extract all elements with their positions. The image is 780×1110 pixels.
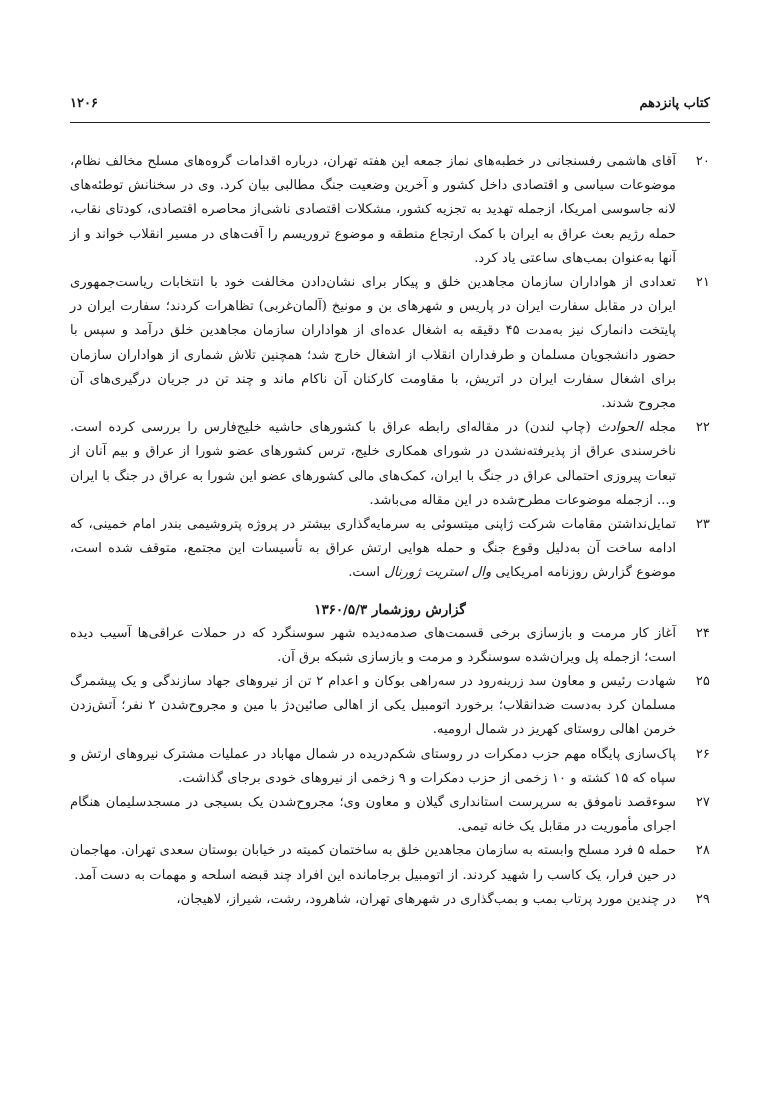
list-item (70, 622, 710, 670)
entry-text: سوءقصد ناموفق به سرپرست استانداری گیلان و معاون وی؛ مجروح‌شدن یک بسیجی در مسجدسلیمان هنگام اجرای مأموریت در مقابل یک خانه تیمی. (70, 795, 676, 835)
entry-number: ۲۵ (695, 674, 710, 690)
entry-number: ۲۳ (695, 517, 710, 533)
entry-text: حمله ۵ فرد مسلح وابسته به سازمان مجاهدین خلق به ساختمان کمیته در خیابان بوستان سعدی تهران. مهاجمان در حین فرار، یک کاسب را شهید کردند. از اتومبیل برجامانده این افراد چند قبضه اسلحه و مهمات به دست آمد. (70, 843, 676, 883)
list-item (70, 150, 710, 271)
entry-number: ۲۱ (695, 275, 710, 291)
entry-text: آقای هاشمی رفسنجانی در خطبه‌های نماز جمعه این هفته تهران، درباره اقدامات گروه‌های مسلح مخالف نظام، موضوعات سیاسی و اقتصادی داخل کشور و آخرین وضعیت جنگ مطالبی بیان کرد. وی در سخنانش توطئه‌های لانه جاسوسی امریکا، ازجمله تهدید به تجزیه کشور، مشکلات اقتصادی ناشی‌از محاصره اقتصادی، کودتای نقاب، حمله رژیم بعث عراق به ایران با کمک ارتجاع منطقه و موضوع تروریسم را آفت‌های در مسیر انقلاب خواند و از آنها به‌عنوان بمب‌های ساعتی یاد کرد. (70, 154, 676, 266)
header-divider (70, 122, 710, 123)
entry-text: پاک‌سازی پایگاه مهم حزب دمکرات در روستای شکم‌دریده در شمال مهاباد در عملیات مشترک نیروهای ارتش و سپاه که ۱۵ کشته و ۱۰ زخمی از حزب دمکرات و ۹ زخمی از نیروهای خودی برجای گذاشت. (70, 746, 676, 786)
entry-text-part: مجله (642, 420, 676, 436)
entry-text (70, 416, 676, 513)
entry-text-part: تمایل‌نداشتن مقامات شرکت ژاپنی میتسوئی به سرمایه‌گذاری بیشتر در پروژه پتروشیمی بندر امام خمینی، که ادامه ساخت آن به‌دلیل وقوع جنگ و حمله هوایی ارتش عراق به تأسیسات این مجتمع، متوقف شده است، موضوع گزارش روزنامه امریکایی (70, 517, 676, 581)
entry-number: ۲۲ (695, 420, 710, 436)
list-item (70, 791, 710, 839)
entry-number: ۲۶ (695, 746, 710, 762)
entry-text: آغاز کار مرمت و بازسازی برخی قسمت‌های صدمه‌دیده شهر سوسنگرد که در حملات عراقی‌ها آسیب دیده است؛ ازجمله پل ویران‌شده سوسنگرد و مرمت و بازسازی شبکه برق آن. (70, 625, 676, 665)
entry-text: تعدادی از هواداران سازمان مجاهدین خلق و پیکار برای نشان‌دادن مخالفت خود با انتخابات ریاست‌جمهوری ایران در مقابل سفارت ایران در پاریس و شهرهای بن و مونیخ (آلمان‌غربی) تظاهرات کردند؛ سفارت ایران در پایتخت دانمارک نیز به‌مدت ۴۵ دقیقه به اشغال عده‌ای از هواداران سازمان مجاهدین خلق درآمد و سپس با حضور دانشجویان مسلمان و طرفداران انقلاب از اشغال خارج شد؛ همچنین تلاش شماری از هواداران سازمان برای اشغال سفارت ایران در اتریش، با مقاومت کارکنان آن ناکام ماند و چند تن در جریان درگیری‌های آن مجروح شدند. (70, 275, 676, 412)
entry-text (70, 513, 676, 586)
list-item (70, 670, 710, 743)
entry-number: ۲۰ (695, 154, 710, 169)
book-title: کتاب پانزدهم (639, 95, 710, 111)
running-header (70, 92, 710, 114)
entry-text-part: است. (348, 565, 385, 581)
magazine-name: الحوادث (597, 420, 643, 436)
section-title: گزارش روزشمار ۱۳۶۰/۵/۳ (314, 601, 466, 618)
list-item (70, 743, 710, 791)
page-number: ۱۲۰۶ (70, 95, 98, 111)
entry-text: در چندین مورد پرتاب بمب و بمب‌گذاری در شهرهای تهران، شاهرود، رشت، شیراز، لاهیجان، (176, 891, 676, 907)
entry-text: شهادت رئیس و معاون سد زرینه‌رود در سه‌راهی بوکان و اعدام ۲ تن از نیروهای جهاد سازندگی و یک پیشمرگ مسلمان کرد به‌دست ضدانقلاب؛ برخورد اتومبیل یکی از اهالی صائین‌دژ با مین و مجروح‌شدن ۲ نفر؛ آتش‌زدن خرمن اهالی روستای کهریز در شمال ارومیه. (70, 674, 676, 738)
entry-number: ۲۸ (695, 843, 710, 859)
entry-number: ۲۴ (695, 625, 710, 641)
list-item (70, 513, 710, 586)
list-item (70, 888, 710, 912)
page-body (70, 150, 710, 912)
list-item (70, 839, 710, 887)
newspaper-name: وال استریت ژورنال (384, 565, 492, 581)
entry-text-part: (چاپ لندن) در مقاله‌ای رابطه عراق با کشورهای حاشیه خلیج‌فارس را بررسی کرده است. ناخرسندی عراق از پذیرفته‌نشدن در شورای همکاری خلیج، ترس کشورهای عضو شورا از عراق و بیم آنان از تبعات پیروزی احتمالی عراق در جنگ با ایران، کمک‌های مالی کشورهای عضو این شورا به عراق در جنگ با ایران و... ازجمله موضوعات مطرح‌شده در این مقاله می‌باشد. (70, 420, 676, 508)
list-item (70, 271, 710, 416)
list-item (70, 416, 710, 513)
entry-number: ۲۹ (695, 891, 710, 907)
entry-number: ۲۷ (695, 795, 710, 811)
